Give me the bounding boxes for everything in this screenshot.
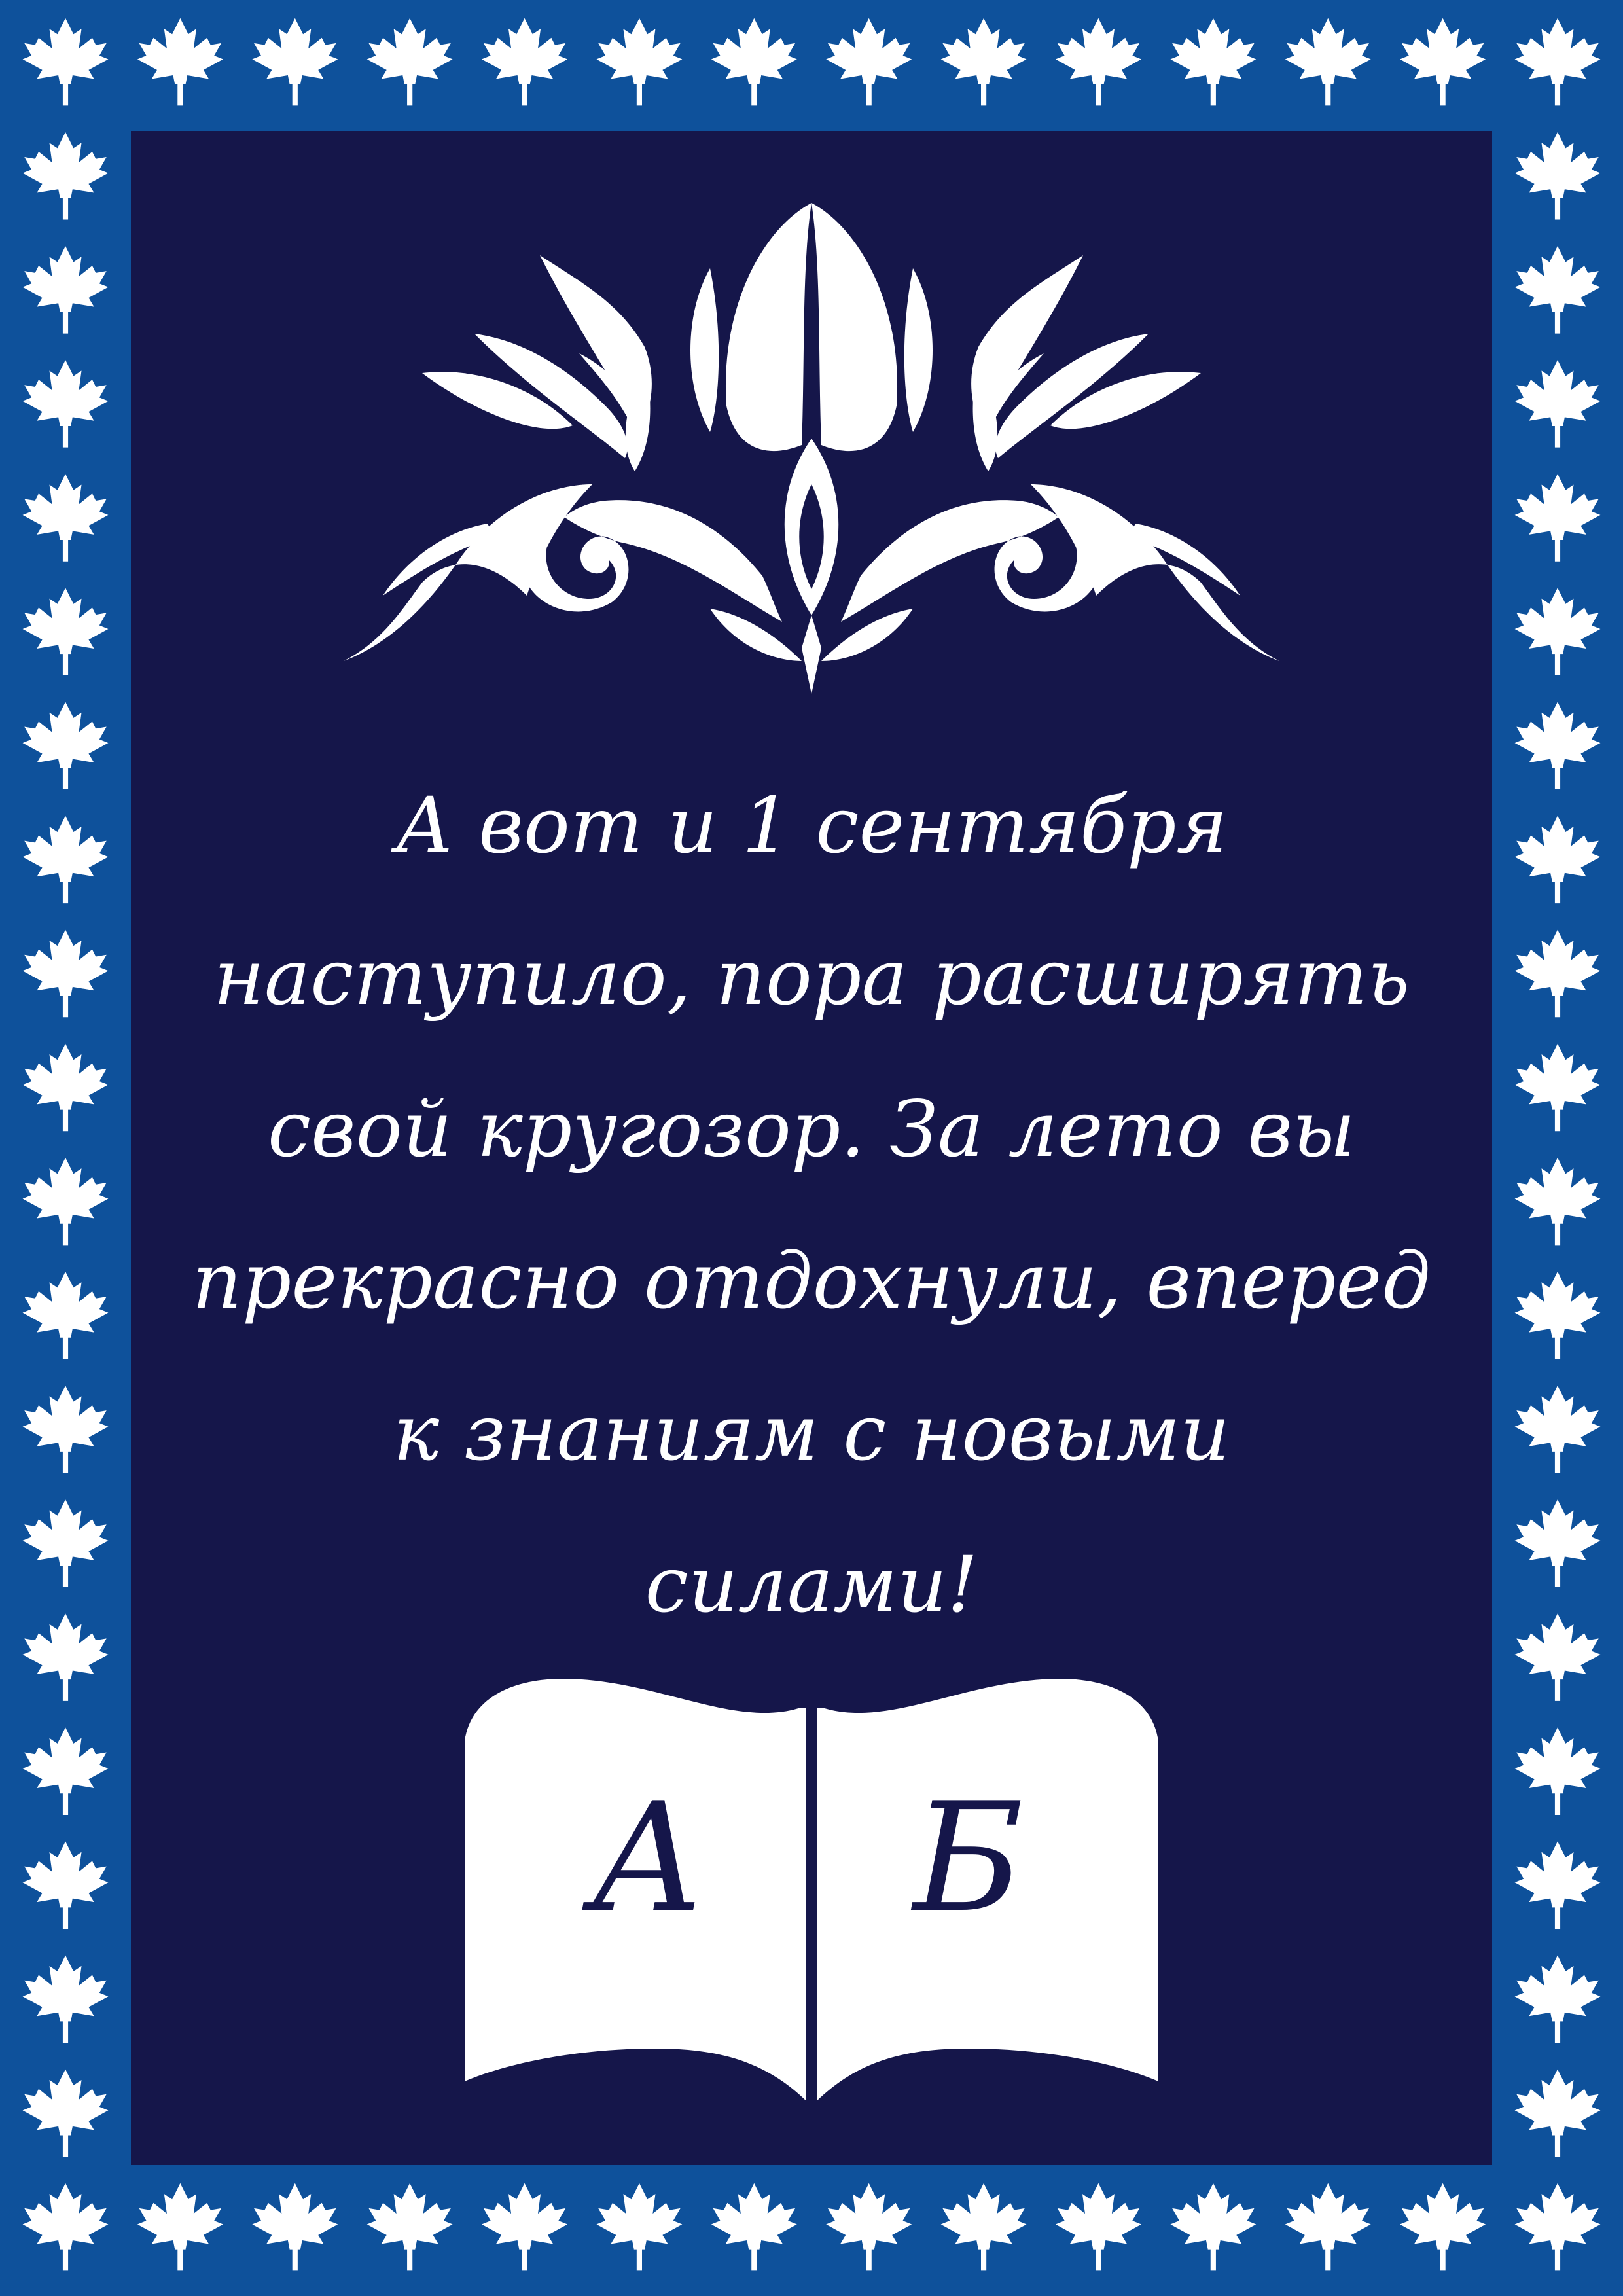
book-letter-a: А — [590, 1771, 705, 1946]
maple-leaf-icon — [1515, 360, 1601, 448]
maple-leaf-icon — [1515, 2183, 1601, 2271]
maple-leaf-icon — [1515, 1272, 1601, 1359]
maple-leaf-icon — [1515, 132, 1601, 220]
book-letter-b: Б — [913, 1771, 1024, 1946]
maple-leaf-icon — [1400, 2183, 1486, 2271]
maple-leaf-icon — [23, 132, 109, 220]
maple-leaf-icon — [1056, 18, 1141, 106]
maple-leaf-icon — [1515, 1499, 1601, 1587]
maple-leaf-icon — [137, 2183, 223, 2271]
maple-leaf-icon — [1515, 246, 1601, 334]
maple-leaf-icon — [1056, 2183, 1141, 2271]
maple-leaf-icon — [826, 2183, 912, 2271]
maple-leaf-icon — [23, 1044, 109, 1132]
maple-leaf-icon — [1515, 816, 1601, 903]
floral-ornament-icon — [344, 190, 1279, 700]
maple-leaf-icon — [23, 588, 109, 675]
maple-leaf-icon — [941, 2183, 1027, 2271]
maple-leaf-icon — [1515, 1044, 1601, 1132]
maple-leaf-icon — [941, 18, 1027, 106]
greeting-line: свой кругозор. За лето вы — [268, 1084, 1355, 1174]
maple-leaf-icon — [252, 2183, 338, 2271]
maple-leaf-icon — [1285, 18, 1371, 106]
maple-leaf-icon — [596, 2183, 682, 2271]
maple-leaf-icon — [1515, 702, 1601, 789]
maple-leaf-icon — [23, 1499, 109, 1587]
maple-leaf-icon — [711, 18, 797, 106]
maple-leaf-icon — [1515, 930, 1601, 1018]
maple-leaf-icon — [23, 1272, 109, 1359]
maple-leaf-icon — [482, 18, 567, 106]
greeting-line: наступило, пора расширять — [213, 932, 1410, 1022]
maple-leaf-icon — [252, 18, 338, 106]
maple-leaf-icon — [367, 2183, 453, 2271]
maple-leaf-icon — [1285, 2183, 1371, 2271]
maple-leaf-icon — [367, 18, 453, 106]
maple-leaf-icon — [826, 18, 912, 106]
maple-leaf-icon — [23, 1613, 109, 1701]
maple-leaf-icon — [1170, 2183, 1256, 2271]
greeting-text — [164, 749, 1459, 1660]
maple-leaf-icon — [1515, 1613, 1601, 1701]
greeting-line: к знаниям с новыми — [393, 1388, 1230, 1478]
greeting-line: прекрасно отдохнули, вперед — [192, 1236, 1431, 1326]
maple-leaf-icon — [23, 1841, 109, 1929]
maple-leaf-icon — [1170, 18, 1256, 106]
greeting-line: А вот и 1 сентября — [395, 780, 1228, 870]
maple-leaf-icon — [1515, 2070, 1601, 2157]
maple-leaf-icon — [1515, 474, 1601, 562]
maple-leaf-icon — [23, 1386, 109, 1473]
maple-leaf-icon — [482, 2183, 567, 2271]
maple-leaf-icon — [596, 18, 682, 106]
maple-leaf-icon — [23, 2070, 109, 2157]
maple-leaf-icon — [1515, 1727, 1601, 1815]
maple-leaf-icon — [23, 816, 109, 903]
maple-leaf-icon — [1515, 588, 1601, 675]
maple-leaf-icon — [1400, 18, 1486, 106]
maple-leaf-icon — [23, 246, 109, 334]
maple-leaf-icon — [1515, 1386, 1601, 1473]
maple-leaf-icon — [23, 1727, 109, 1815]
maple-leaf-icon — [23, 18, 109, 106]
maple-leaf-icon — [23, 1158, 109, 1246]
greeting-line: силами! — [645, 1539, 978, 1630]
maple-leaf-icon — [1515, 1158, 1601, 1246]
maple-leaf-icon — [23, 930, 109, 1018]
maple-leaf-icon — [23, 702, 109, 789]
maple-leaf-icon — [23, 2183, 109, 2271]
maple-leaf-icon — [711, 2183, 797, 2271]
maple-leaf-icon — [1515, 1956, 1601, 2043]
maple-leaf-icon — [1515, 18, 1601, 106]
maple-leaf-icon — [23, 474, 109, 562]
maple-leaf-icon — [23, 360, 109, 448]
maple-leaf-icon — [137, 18, 223, 106]
maple-leaf-icon — [1515, 1841, 1601, 1929]
maple-leaf-icon — [23, 1956, 109, 2043]
